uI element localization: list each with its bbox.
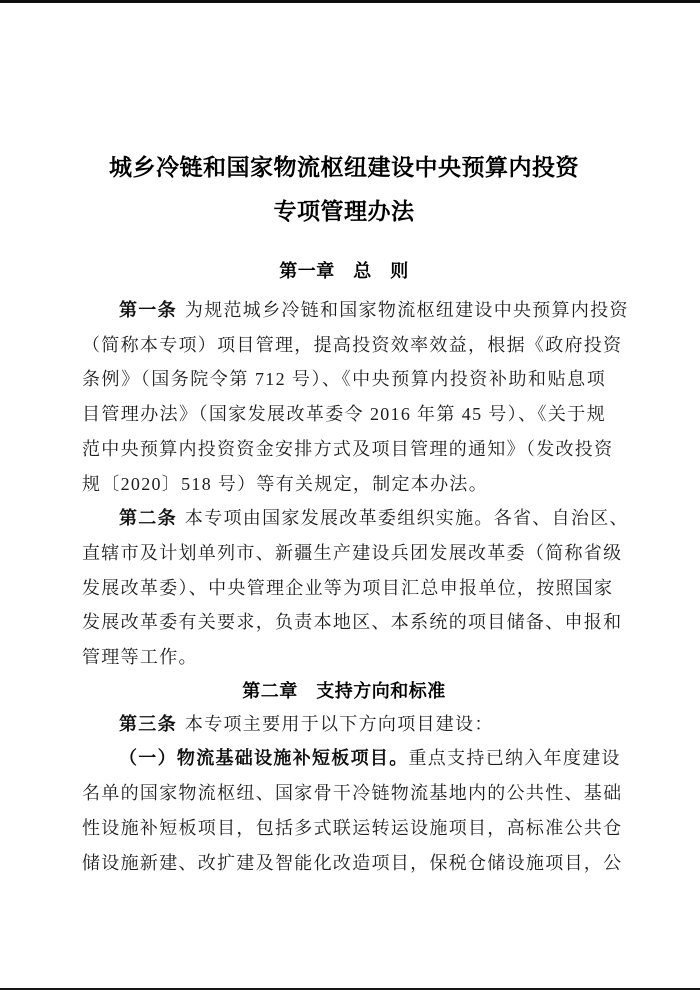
article-1-number: 第一条 [119, 300, 177, 320]
text-line: 名单的国家物流枢纽、国家骨干冷链物流基地内的公共性、基础 [82, 783, 623, 804]
article-2-paragraph [82, 501, 629, 675]
text-line: 管理等工作。 [82, 647, 198, 668]
text-line: 发展改革委）、中央管理企业等为项目汇总申报单位，按照国家 [82, 577, 614, 598]
text-line: 条例》（国务院令第 712 号）、《中央预算内投资补助和贴息项 [82, 369, 606, 390]
text-line: 储设施新建、改扩建及智能化改造项目，保税仓储设施项目，公 [82, 852, 623, 873]
text-line: 规〔2020〕518 号）等有关规定，制定本办法。 [82, 473, 488, 494]
text-line: 范中央预算内投资资金安排方式及项目管理的通知》（发改投资 [82, 438, 614, 459]
text-segment: 为规范城乡冷链和国家物流枢纽建设中央预算内投资 [184, 300, 629, 320]
text-line [82, 707, 606, 742]
text-line [82, 741, 621, 776]
article-1-paragraph [82, 293, 629, 501]
chapter-2-heading: 第二章 支持方向和标准 [242, 680, 446, 701]
text-line [82, 501, 629, 536]
text-segment: 重点支持已纳入年度建设 [408, 748, 621, 769]
article-3-paragraph [82, 707, 606, 742]
text-line: 发展改革委有关要求，负责本地区、本系统的项目储备、申报和 [82, 612, 623, 633]
text-line [82, 293, 629, 328]
text-segment: 本专项主要用于以下方向项目建设： [184, 713, 494, 734]
text-segment: 本专项由国家发展改革委组织实施。各省、自治区、 [184, 508, 629, 529]
text-line: 性设施补短板项目，包括多式联运转运设施项目，高标准公共仓 [82, 817, 623, 838]
title-line-1: 城乡冷链和国家物流枢纽建设中央预算内投资 [109, 155, 579, 180]
text-line: （简称本专项）项目管理，提高投资效率效益，根据《政府投资 [82, 334, 623, 355]
item-1-label: （一）物流基础设施补短板项目。 [119, 748, 409, 769]
text-line: 目管理办法》（国家发展改革委令 2016 年第 45 号）、《关于规 [82, 404, 606, 425]
article-3-number: 第三条 [119, 713, 177, 734]
chapter-1-heading: 第一章 总 则 [279, 261, 409, 281]
item-1-paragraph [82, 741, 623, 880]
title-line-2: 专项管理办法 [273, 199, 415, 224]
article-2-number: 第二条 [119, 508, 177, 529]
text-line: 直辖市及计划单列市、新疆生产建设兵团发展改革委（简称省级 [82, 542, 623, 563]
document-title [82, 0, 606, 234]
document-content [82, 0, 629, 880]
